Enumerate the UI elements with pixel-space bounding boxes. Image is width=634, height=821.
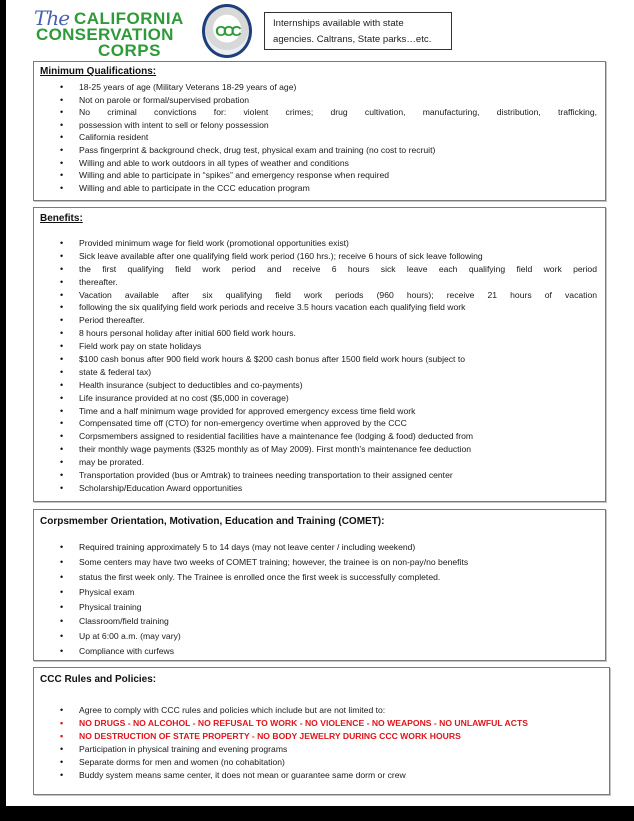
list-item: • Corpsmembers assigned to residential facilities have a maintenance fee (lodging & food) deducted from <box>34 430 597 443</box>
list-item: • their monthly wage payments ($325 monthly as of May 2009). First month’s maintenance fee deduction <box>34 443 597 456</box>
internships-note: Internships available with state agencies. Caltrans, State parks…etc. <box>264 12 452 50</box>
list-item: • Some centers may have two weeks of COMET training; however, the trainee is on non-pay/no benefits <box>34 555 597 570</box>
list-item-warning: • NO DRUGS - NO ALCOHOL - NO REFUSAL TO WORK - NO VIOLENCE - NO WEAPONS - NO UNLAWFUL ACTS <box>34 717 601 730</box>
list-item: • Period thereafter. <box>34 314 597 327</box>
list-item: • Vacation available after six qualifying field work periods (960 hours); receive 21 hours of vacation <box>34 289 597 302</box>
comet-list <box>34 540 597 659</box>
list-item: • Transportation provided (bus or Amtrak) to trainees needing transportation to their assigned center <box>34 469 597 482</box>
list-item: • Scholarship/Education Award opportunities <box>34 482 597 495</box>
seal-text: CCC <box>215 22 239 40</box>
list-item: • No criminal convictions for: violent crimes; drug cultivation, manufacturing, distribution, trafficking, <box>34 106 597 119</box>
section-title: Minimum Qualifications: <box>40 66 157 77</box>
section-benefits <box>33 207 606 502</box>
list-item: • Agree to comply with CCC rules and policies which include but are not limited to: <box>34 704 601 717</box>
list-item: • Willing and able to participate in “spikes” and emergency response when required <box>34 169 597 182</box>
ccc-seal-icon <box>202 4 252 58</box>
left-edge-strip <box>0 0 6 821</box>
logo-line-conservation: CONSERVATION <box>36 25 174 44</box>
logo-line-california: CALIFORNIA <box>74 9 184 28</box>
section-rules-policies <box>33 667 610 795</box>
list-item: • Provided minimum wage for field work (promotional opportunities exist) <box>34 237 597 250</box>
list-item: • Field work pay on state holidays <box>34 340 597 353</box>
list-item: • $100 cash bonus after 900 field work hours & $200 cash bonus after 1500 field work hours (subject to <box>34 353 597 366</box>
list-item: • Willing and able to work outdoors in all types of weather and conditions <box>34 157 597 170</box>
list-item: • status the first week only. The Trainee is enrolled once the first week is successfully completed. <box>34 570 597 585</box>
list-item: • Compensated time off (CTO) for non-emergency overtime when approved by the CCC <box>34 417 597 430</box>
list-item: • Time and a half minimum wage provided for approved emergency excess time field work <box>34 405 597 418</box>
list-item: • the first qualifying field work period and receive 6 hours sick leave each qualifying field work period <box>34 263 597 276</box>
list-item-warning: • NO DESTRUCTION OF STATE PROPERTY - NO BODY JEWELRY DURING CCC WORK HOURS <box>34 730 601 743</box>
list-item: • Health insurance (subject to deductibles and co-payments) <box>34 379 597 392</box>
bottom-edge-band <box>0 806 634 821</box>
list-item: • possession with intent to sell or felony possession <box>34 119 597 132</box>
list-item: • Separate dorms for men and women (no cohabitation) <box>34 756 601 769</box>
list-item: • thereafter. <box>34 276 597 289</box>
list-item: • Required training approximately 5 to 14 days (may not leave center / including weekend) <box>34 540 597 555</box>
section-title: Benefits: <box>40 213 83 224</box>
list-item: • Buddy system means same center, it does not mean or guarantee same dorm or crew <box>34 769 601 782</box>
list-item: • Physical exam <box>34 585 597 600</box>
ccc-logo <box>34 4 239 60</box>
rules-list <box>34 704 601 782</box>
qualifications-list <box>34 81 597 194</box>
list-item: • Not on parole or formal/supervised probation <box>34 94 597 107</box>
section-minimum-qualifications <box>33 61 606 201</box>
list-item: • Participation in physical training and evening programs <box>34 743 601 756</box>
benefits-list <box>34 237 597 495</box>
list-item: • Physical training <box>34 600 597 615</box>
list-item: • Willing and able to participate in the CCC education program <box>34 182 597 195</box>
list-item: • may be prorated. <box>34 456 597 469</box>
list-item: • Sick leave available after one qualifying field work period (160 hrs.); receive 6 hours of sick leave following <box>34 250 597 263</box>
list-item: • Life insurance provided at no cost ($5,000 in coverage) <box>34 392 597 405</box>
list-item: • state & federal tax) <box>34 366 597 379</box>
logo-line-corps: CORPS <box>98 41 161 60</box>
list-item: • 8 hours personal holiday after initial 600 field work hours. <box>34 327 597 340</box>
section-title: CCC Rules and Policies: <box>40 674 157 685</box>
list-item: • Classroom/field training <box>34 614 597 629</box>
list-item: • California resident <box>34 131 597 144</box>
list-item: • following the six qualifying field work periods and receive 3.5 hours vacation each qualifying field work <box>34 301 597 314</box>
list-item: • Up at 6:00 a.m. (may vary) <box>34 629 597 644</box>
list-item: • Pass fingerprint & background check, drug test, physical exam and training (no cost to recruit) <box>34 144 597 157</box>
list-item: • Compliance with curfews <box>34 644 597 659</box>
section-comet <box>33 509 606 661</box>
section-title: Corpsmember Orientation, Motivation, Education and Training (COMET): <box>40 516 385 527</box>
list-item: • 18-25 years of age (Military Veterans 18-29 years of age) <box>34 81 597 94</box>
logo-the-text: The <box>34 6 70 30</box>
